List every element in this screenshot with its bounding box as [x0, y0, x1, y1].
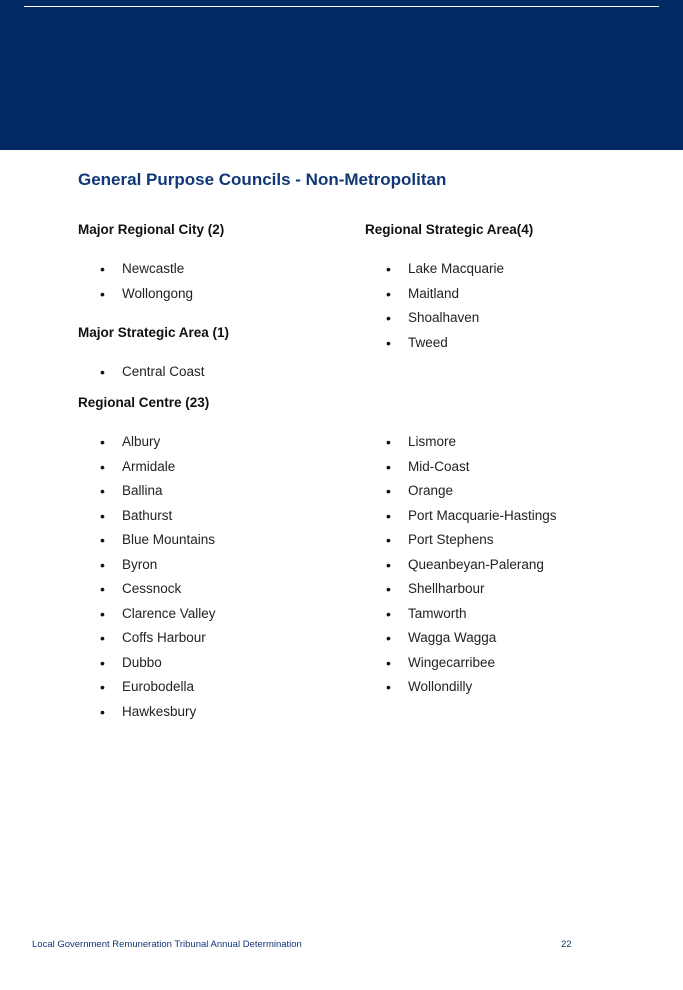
list-item: • Armidale — [100, 455, 216, 480]
list-regional-centre-left — [100, 430, 216, 725]
list-item: • Port Macquarie-Hastings — [386, 504, 557, 529]
list-major-strategic-area — [100, 360, 205, 385]
list-item: • Cessnock — [100, 577, 216, 602]
list-item: • Byron — [100, 553, 216, 578]
heading-regional-centre: Regional Centre (23) — [78, 395, 210, 410]
page-title: General Purpose Councils - Non-Metropolitan — [78, 170, 447, 189]
list-item: • Newcastle — [100, 257, 193, 282]
list-item: • Blue Mountains — [100, 528, 216, 553]
page-number: 22 — [561, 939, 572, 950]
banner-rule — [24, 6, 659, 7]
list-item: • Tamworth — [386, 602, 557, 627]
list-item: • Tweed — [386, 331, 504, 356]
list-item: • Wollondilly — [386, 675, 557, 700]
list-item: • Shoalhaven — [386, 306, 504, 331]
heading-major-strategic-area: Major Strategic Area (1) — [78, 325, 230, 340]
list-item: • Eurobodella — [100, 675, 216, 700]
list-regional-strategic-area — [386, 257, 504, 355]
heading-regional-strategic-area: Regional Strategic Area(4) — [365, 222, 534, 237]
list-item: • Albury — [100, 430, 216, 455]
list-item: • Maitland — [386, 282, 504, 307]
list-item: • Orange — [386, 479, 557, 504]
list-item: • Wagga Wagga — [386, 626, 557, 651]
list-item: • Hawkesbury — [100, 700, 216, 725]
list-item: • Mid-Coast — [386, 455, 557, 480]
list-item: • Wollongong — [100, 282, 193, 307]
footer-text: Local Government Remuneration Tribunal Annual Determination — [32, 939, 302, 950]
list-item: • Coffs Harbour — [100, 626, 216, 651]
list-item: • Central Coast — [100, 360, 205, 385]
list-item: • Dubbo — [100, 651, 216, 676]
list-major-regional-city — [100, 257, 193, 306]
list-item: • Clarence Valley — [100, 602, 216, 627]
header-banner — [0, 0, 683, 150]
list-regional-centre-right — [386, 430, 557, 700]
list-item: • Shellharbour — [386, 577, 557, 602]
list-item: • Ballina — [100, 479, 216, 504]
list-item: • Lake Macquarie — [386, 257, 504, 282]
list-item: • Bathurst — [100, 504, 216, 529]
list-item: • Wingecarribee — [386, 651, 557, 676]
heading-major-regional-city: Major Regional City (2) — [78, 222, 225, 237]
list-item: • Lismore — [386, 430, 557, 455]
list-item: • Queanbeyan-Palerang — [386, 553, 557, 578]
list-item: • Port Stephens — [386, 528, 557, 553]
